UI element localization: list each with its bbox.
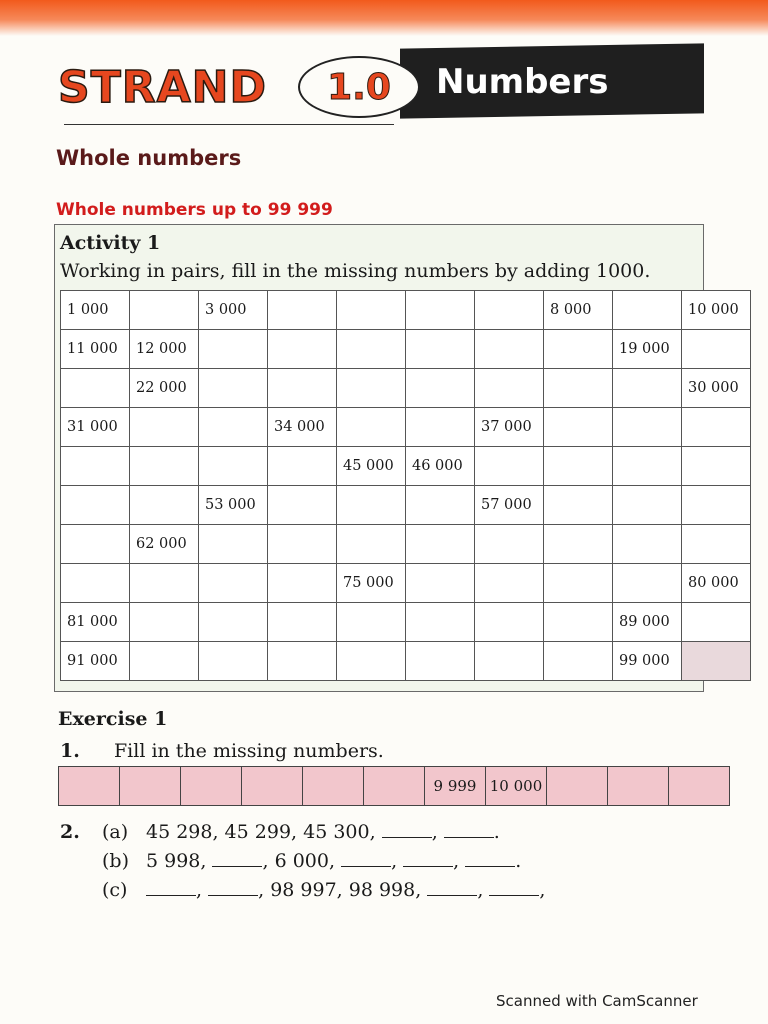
strip-cell-empty[interactable] bbox=[242, 767, 303, 806]
grid-cell-empty[interactable] bbox=[268, 291, 337, 330]
grid-cell-empty[interactable] bbox=[406, 564, 475, 603]
grid-cell-empty[interactable] bbox=[130, 408, 199, 447]
grid-row bbox=[61, 330, 751, 369]
grid-cell-empty[interactable] bbox=[682, 603, 751, 642]
strand-label: STRAND bbox=[58, 62, 267, 113]
grid-cell-empty[interactable] bbox=[613, 486, 682, 525]
sequence-text: 45 298, 45 299, 45 300, bbox=[146, 821, 376, 843]
exercise-title: Exercise 1 bbox=[58, 708, 168, 730]
grid-row bbox=[61, 603, 751, 642]
grid-row bbox=[61, 369, 751, 408]
grid-cell-empty[interactable] bbox=[130, 642, 199, 681]
grid-cell-empty[interactable] bbox=[268, 486, 337, 525]
grid-cell-empty[interactable] bbox=[61, 564, 130, 603]
grid-cell-empty[interactable] bbox=[130, 291, 199, 330]
grid-cell-empty[interactable] bbox=[61, 525, 130, 564]
header-underline bbox=[64, 124, 394, 125]
grid-cell-empty[interactable] bbox=[475, 447, 544, 486]
grid-cell-empty[interactable] bbox=[199, 525, 268, 564]
grid-cell-empty[interactable] bbox=[61, 486, 130, 525]
grid-cell-empty[interactable] bbox=[613, 408, 682, 447]
grid-row bbox=[61, 564, 751, 603]
answer-blank[interactable] bbox=[427, 881, 477, 896]
number-grid bbox=[60, 290, 751, 681]
strip-cell-empty[interactable] bbox=[120, 767, 181, 806]
answer-blank[interactable] bbox=[382, 823, 432, 838]
grid-cell-empty[interactable] bbox=[130, 564, 199, 603]
grid-cell-empty[interactable] bbox=[268, 525, 337, 564]
grid-cell-value: 99 000 bbox=[613, 642, 682, 681]
sequence-text: 6 000, bbox=[274, 850, 336, 872]
grid-cell-value: 31 000 bbox=[61, 408, 130, 447]
grid-cell-value: 91 000 bbox=[61, 642, 130, 681]
grid-cell-empty[interactable] bbox=[337, 408, 406, 447]
question-2c: (c) , , 98 997, 98 998, , , bbox=[60, 876, 545, 905]
grid-cell-empty[interactable] bbox=[268, 603, 337, 642]
grid-cell-empty[interactable] bbox=[268, 564, 337, 603]
grid-cell-empty[interactable] bbox=[199, 330, 268, 369]
grid-cell-empty[interactable] bbox=[406, 486, 475, 525]
grid-cell-empty[interactable] bbox=[475, 564, 544, 603]
grid-cell-empty[interactable] bbox=[613, 564, 682, 603]
part-label: (b) bbox=[102, 850, 129, 872]
grid-cell-empty[interactable] bbox=[544, 525, 613, 564]
answer-blank[interactable] bbox=[341, 852, 391, 867]
grid-cell-empty[interactable] bbox=[130, 603, 199, 642]
grid-cell-empty[interactable] bbox=[613, 369, 682, 408]
strand-number: 1.0 bbox=[298, 56, 420, 118]
question-1 bbox=[60, 740, 384, 762]
activity-instruction: Working in pairs, fill in the missing numbers by adding 1000. bbox=[60, 260, 651, 282]
grid-cell-empty[interactable] bbox=[337, 330, 406, 369]
section-title: Whole numbers bbox=[56, 146, 242, 170]
grid-cell-empty[interactable] bbox=[613, 291, 682, 330]
grid-cell-empty[interactable] bbox=[544, 603, 613, 642]
grid-cell-empty[interactable] bbox=[268, 642, 337, 681]
grid-cell-empty[interactable] bbox=[199, 564, 268, 603]
grid-cell-empty[interactable] bbox=[475, 330, 544, 369]
grid-cell-empty[interactable] bbox=[682, 447, 751, 486]
grid-cell-value: 10 000 bbox=[682, 291, 751, 330]
grid-cell-value: 75 000 bbox=[337, 564, 406, 603]
grid-cell-empty[interactable] bbox=[406, 330, 475, 369]
grid-cell-empty[interactable] bbox=[199, 447, 268, 486]
grid-cell-value: 19 000 bbox=[613, 330, 682, 369]
grid-cell-empty[interactable] bbox=[337, 525, 406, 564]
grid-cell-empty[interactable] bbox=[475, 291, 544, 330]
grid-row bbox=[61, 525, 751, 564]
grid-cell-empty[interactable] bbox=[682, 525, 751, 564]
strip-cell-empty[interactable] bbox=[303, 767, 364, 806]
grid-cell-empty[interactable] bbox=[544, 447, 613, 486]
answer-blank[interactable] bbox=[146, 881, 196, 896]
grid-cell-empty[interactable] bbox=[544, 408, 613, 447]
part-label: (a) bbox=[102, 821, 129, 843]
grid-cell-value: 62 000 bbox=[130, 525, 199, 564]
grid-cell-empty[interactable] bbox=[199, 603, 268, 642]
grid-cell-value: 80 000 bbox=[682, 564, 751, 603]
grid-cell-empty[interactable] bbox=[268, 369, 337, 408]
question-2a: 2. (a) 45 298, 45 299, 45 300, , . bbox=[60, 818, 545, 847]
subsection-title: Whole numbers up to 99 999 bbox=[56, 200, 333, 220]
grid-cell-empty[interactable] bbox=[130, 486, 199, 525]
grid-cell-empty[interactable] bbox=[613, 525, 682, 564]
grid-cell-empty[interactable] bbox=[682, 408, 751, 447]
grid-cell-value: 12 000 bbox=[130, 330, 199, 369]
strip-cell-empty[interactable] bbox=[547, 767, 608, 806]
grid-cell-empty[interactable] bbox=[337, 486, 406, 525]
grid-cell-value: 34 000 bbox=[268, 408, 337, 447]
answer-blank[interactable] bbox=[212, 852, 262, 867]
question-2 bbox=[60, 818, 545, 905]
grid-cell-empty[interactable] bbox=[406, 603, 475, 642]
answer-blank[interactable] bbox=[444, 823, 494, 838]
grid-cell-empty[interactable] bbox=[544, 642, 613, 681]
grid-cell-value: 8 000 bbox=[544, 291, 613, 330]
activity-title: Activity 1 bbox=[60, 232, 161, 254]
question-number: 2. bbox=[60, 821, 80, 843]
grid-cell-empty[interactable] bbox=[475, 369, 544, 408]
grid-cell-empty[interactable] bbox=[406, 291, 475, 330]
scan-edge-band bbox=[0, 0, 768, 36]
grid-cell-value: 1 000 bbox=[61, 291, 130, 330]
grid-cell-empty[interactable] bbox=[475, 642, 544, 681]
grid-cell-empty[interactable] bbox=[544, 330, 613, 369]
grid-cell-empty[interactable] bbox=[130, 447, 199, 486]
strip-cell-value: 9 999 bbox=[425, 767, 486, 806]
grid-cell-empty[interactable] bbox=[406, 408, 475, 447]
grid-cell-empty[interactable] bbox=[61, 447, 130, 486]
grid-cell-empty[interactable] bbox=[475, 525, 544, 564]
grid-cell-empty[interactable] bbox=[544, 369, 613, 408]
grid-cell-empty[interactable] bbox=[268, 330, 337, 369]
grid-cell-empty[interactable] bbox=[199, 408, 268, 447]
sequence-text: 98 997, 98 998, bbox=[270, 879, 422, 901]
strip-cell-empty[interactable] bbox=[364, 767, 425, 806]
grid-cell-value: 30 000 bbox=[682, 369, 751, 408]
grid-cell-empty[interactable] bbox=[268, 447, 337, 486]
part-label: (c) bbox=[102, 879, 128, 901]
grid-row bbox=[61, 486, 751, 525]
grid-cell-empty[interactable] bbox=[406, 369, 475, 408]
scanner-watermark: Scanned with CamScanner bbox=[496, 992, 698, 1010]
grid-cell-empty[interactable] bbox=[682, 642, 751, 681]
strip-cell-empty[interactable] bbox=[181, 767, 242, 806]
grid-cell-value: 37 000 bbox=[475, 408, 544, 447]
grid-cell-value: 22 000 bbox=[130, 369, 199, 408]
strip-cell-empty[interactable] bbox=[669, 767, 730, 806]
grid-cell-empty[interactable] bbox=[613, 447, 682, 486]
grid-cell-empty[interactable] bbox=[406, 642, 475, 681]
grid-cell-empty[interactable] bbox=[475, 603, 544, 642]
question-text: Fill in the missing numbers. bbox=[114, 740, 384, 762]
grid-cell-empty[interactable] bbox=[61, 369, 130, 408]
grid-cell-value: 46 000 bbox=[406, 447, 475, 486]
grid-cell-empty[interactable] bbox=[337, 603, 406, 642]
question-number: 1. bbox=[60, 740, 80, 762]
grid-cell-value: 81 000 bbox=[61, 603, 130, 642]
number-strip bbox=[58, 766, 730, 806]
answer-blank[interactable] bbox=[403, 852, 453, 867]
grid-row bbox=[61, 642, 751, 681]
grid-cell-empty[interactable] bbox=[682, 330, 751, 369]
grid-cell-value: 11 000 bbox=[61, 330, 130, 369]
grid-cell-empty[interactable] bbox=[544, 486, 613, 525]
grid-cell-value: 45 000 bbox=[337, 447, 406, 486]
grid-row bbox=[61, 408, 751, 447]
grid-cell-empty[interactable] bbox=[544, 564, 613, 603]
grid-cell-value: 3 000 bbox=[199, 291, 268, 330]
sequence-text: 5 998, bbox=[146, 850, 207, 872]
grid-cell-empty[interactable] bbox=[682, 486, 751, 525]
grid-row bbox=[61, 447, 751, 486]
grid-cell-value: 53 000 bbox=[199, 486, 268, 525]
grid-cell-value: 89 000 bbox=[613, 603, 682, 642]
strand-title: Numbers bbox=[436, 62, 609, 102]
strip-cell-empty[interactable] bbox=[608, 767, 669, 806]
answer-blank[interactable] bbox=[208, 881, 258, 896]
grid-cell-empty[interactable] bbox=[199, 642, 268, 681]
grid-cell-value: 57 000 bbox=[475, 486, 544, 525]
strip-cell-value: 10 000 bbox=[486, 767, 547, 806]
answer-blank[interactable] bbox=[465, 852, 515, 867]
grid-cell-empty[interactable] bbox=[406, 525, 475, 564]
grid-cell-empty[interactable] bbox=[199, 369, 268, 408]
grid-cell-empty[interactable] bbox=[337, 291, 406, 330]
answer-blank[interactable] bbox=[489, 881, 539, 896]
question-2b: (b) 5 998, , 6 000, , , . bbox=[60, 847, 545, 876]
grid-cell-empty[interactable] bbox=[337, 369, 406, 408]
strip-cell-empty[interactable] bbox=[59, 767, 120, 806]
grid-row bbox=[61, 291, 751, 330]
grid-cell-empty[interactable] bbox=[337, 642, 406, 681]
